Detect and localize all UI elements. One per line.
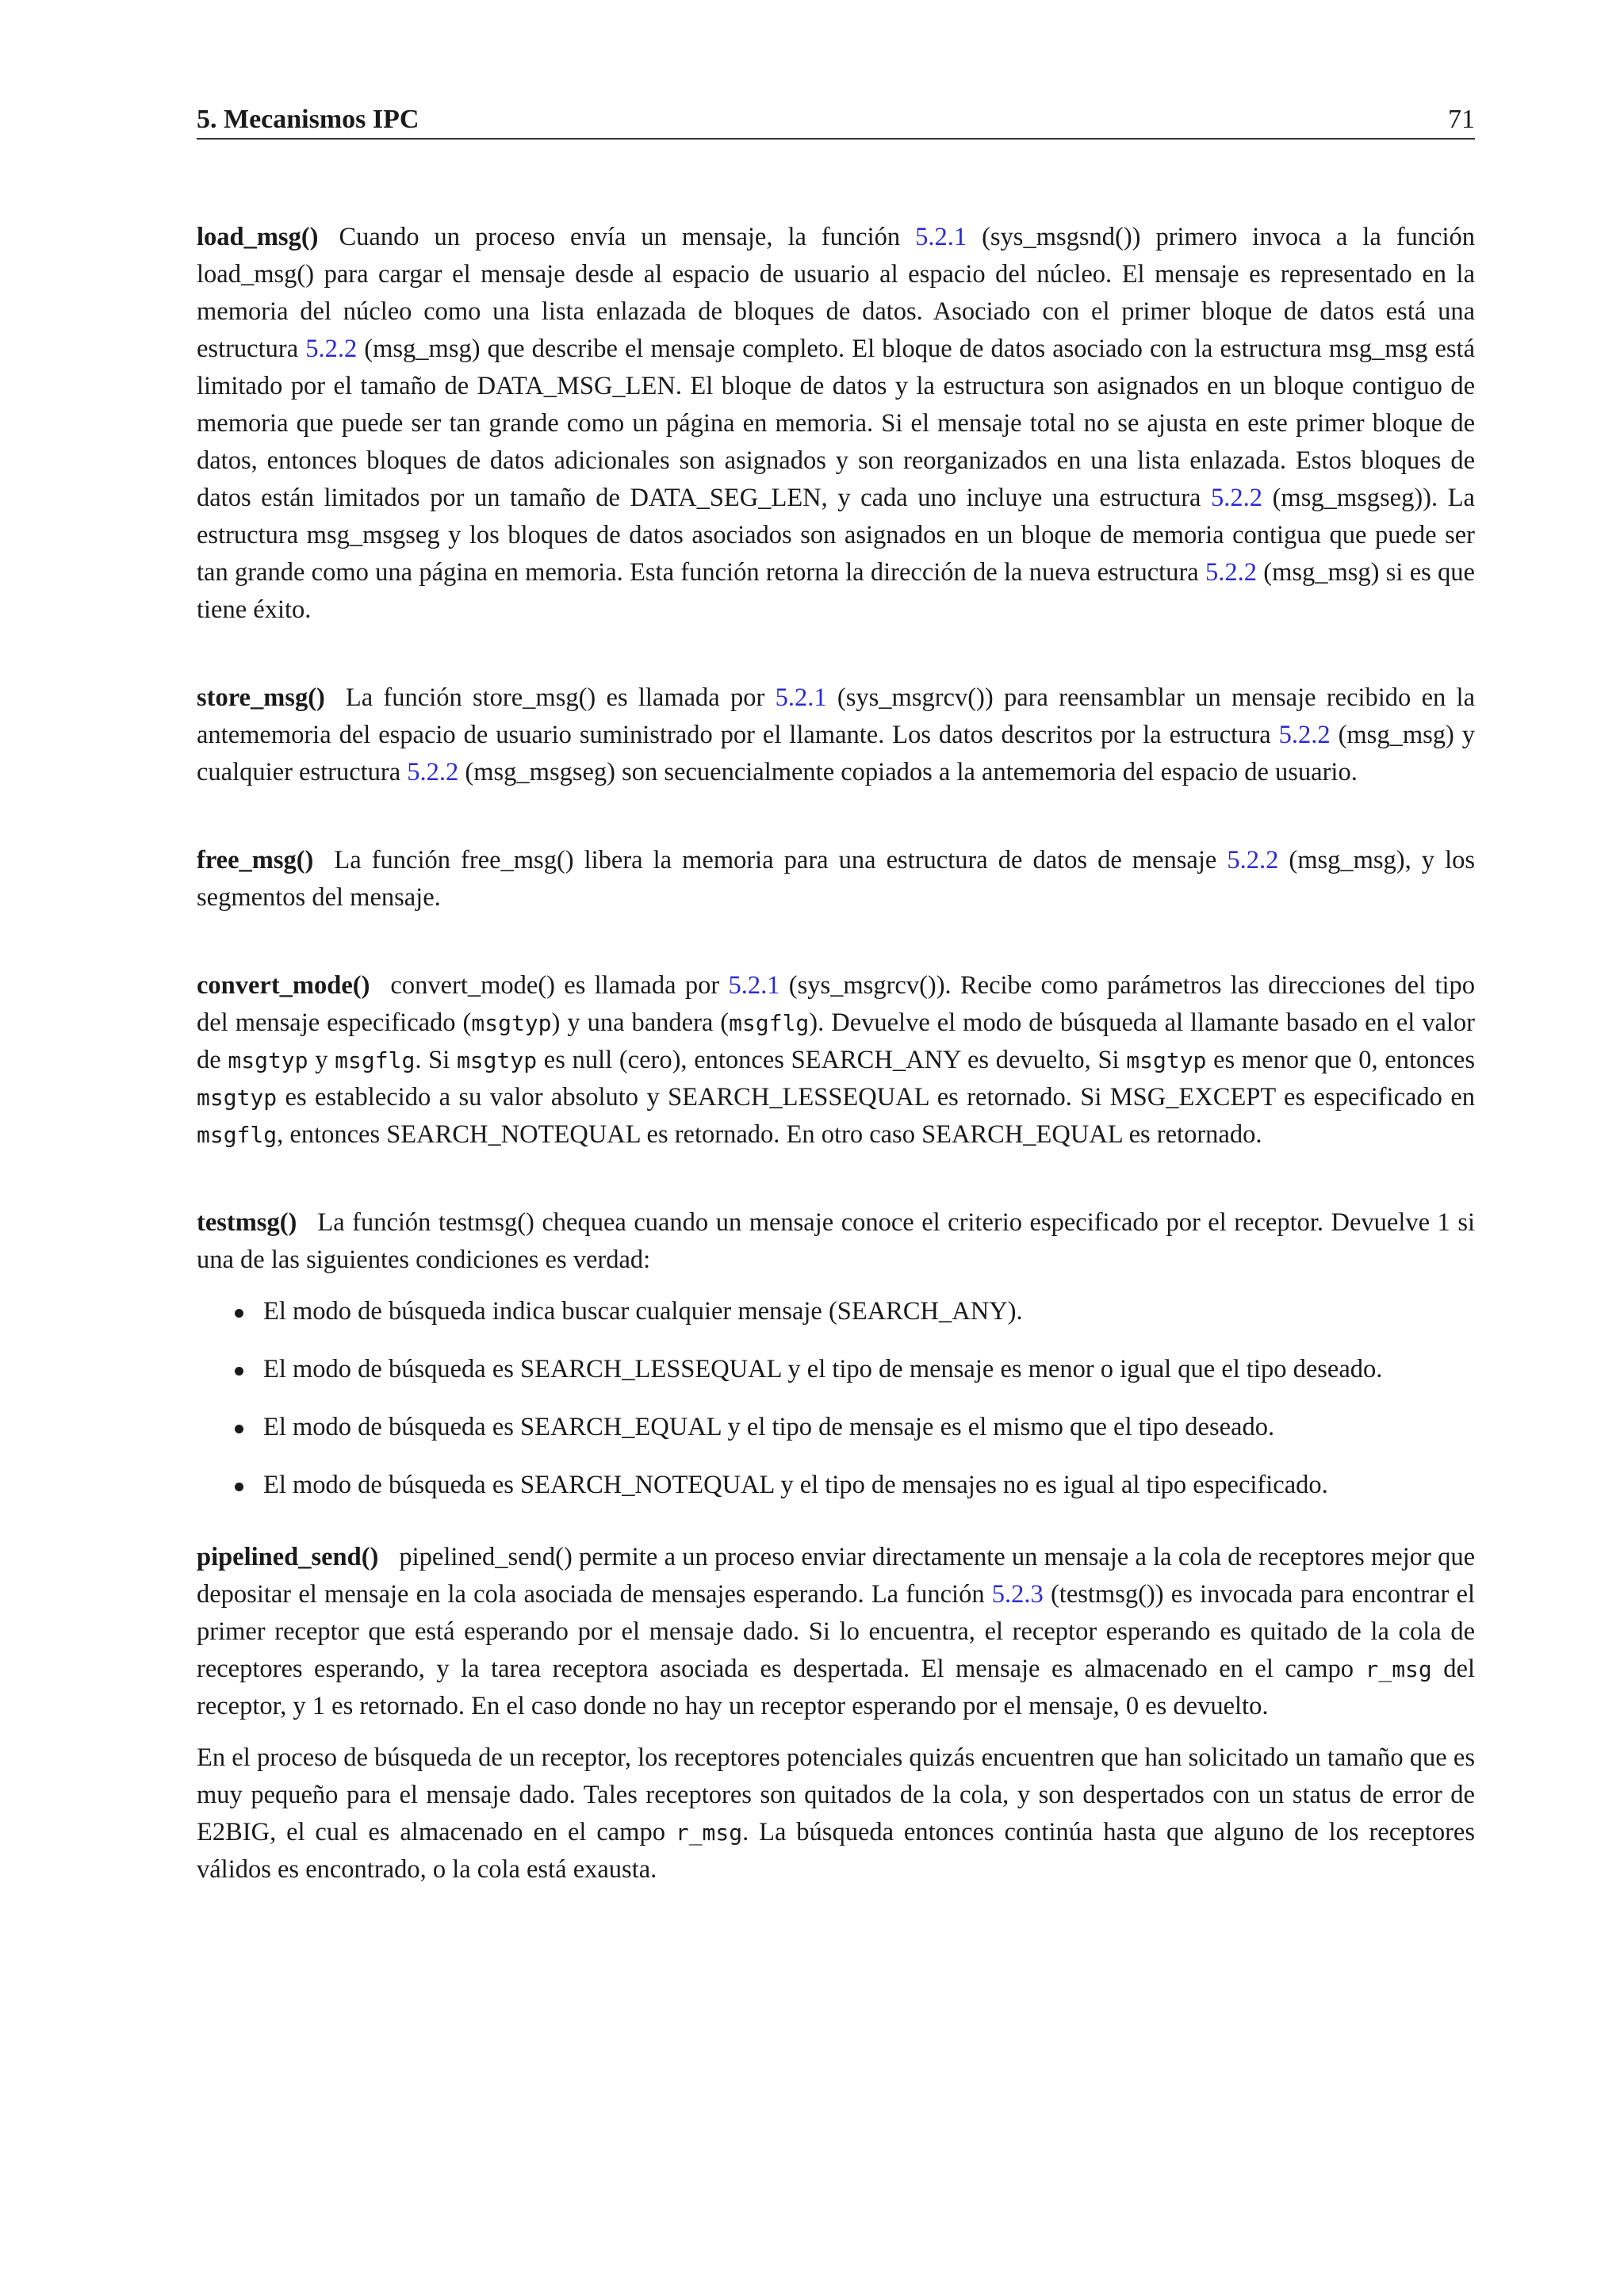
text-run: es null (cero), entonces SEARCH_ANY es devuelto, Si [537, 1046, 1127, 1074]
code-token: msgflg [729, 1010, 810, 1036]
list-item [235, 1467, 1475, 1504]
entry-convert-mode [197, 967, 1475, 1154]
text-run: (msg_msg) si es que tiene éxito. [197, 558, 1475, 624]
cross-reference-link[interactable]: 5.2.3 [991, 1580, 1044, 1609]
code-token: msgtyp [456, 1047, 538, 1073]
cross-reference-link[interactable]: 5.2.1 [915, 223, 967, 251]
text-run: Cuando un proceso envía un mensaje, la función [339, 223, 916, 251]
entry-pipelined-send [197, 1539, 1475, 1725]
term-heading: store_msg() [197, 683, 325, 712]
list-item [235, 1409, 1475, 1446]
text-run: La función store_msg() es llamada por [345, 683, 776, 712]
cross-reference-link[interactable]: 5.2.2 [1211, 484, 1263, 512]
list-item [235, 1293, 1475, 1330]
text-run: es establecido a su valor absoluto y SEARCH_LESSEQUAL es retornado. Si MSG_EXCEPT es especificado en [277, 1083, 1475, 1112]
cross-reference-link[interactable]: 5.2.2 [1278, 721, 1331, 749]
bullet-icon [235, 1367, 243, 1376]
code-token: msgtyp [197, 1085, 278, 1111]
text-run: ) y una bandera ( [551, 1008, 730, 1037]
entry-load-msg [197, 219, 1475, 629]
term-heading: pipelined_send() [197, 1543, 379, 1571]
page-number: 71 [1448, 105, 1475, 134]
text-run: (msg_msgseg)). La estructura msg_msgseg y los bloques de datos asociados son asignados en un bloque de memoria contigua que puede ser tan grande como una página en memoria. Esta función retorna la dirección de la nueva estructura [197, 484, 1475, 587]
text-run: del receptor, y 1 es retornado. En el caso donde no hay un receptor esperando por el mensaje, 0 es devuelto. [197, 1655, 1475, 1720]
cross-reference-link[interactable]: 5.2.1 [775, 683, 827, 712]
bullet-icon [235, 1309, 243, 1318]
text-run: (msg_msg) y cualquier estructura [197, 721, 1476, 786]
running-header [197, 103, 1475, 140]
text-run: ). Devuelve el modo de búsqueda al llamante basado en el valor de [197, 1008, 1475, 1074]
term-heading: free_msg() [197, 846, 314, 874]
code-token: msgtyp [1126, 1047, 1207, 1073]
text-run: En el proceso de búsqueda de un receptor, los receptores potenciales quizás encuentren que han solicitado un tamaño que es muy pequeño para el mensaje dado. Tales receptores son quitados de la cola, y son despertados con un status de error de E2BIG, el cual es almacenado en el campo [197, 1743, 1475, 1846]
condition-list [197, 1293, 1475, 1504]
cross-reference-link[interactable]: 5.2.2 [305, 335, 358, 363]
text-run: y [308, 1046, 335, 1074]
bullet-icon [235, 1425, 243, 1433]
text-run: (msg_msg) que describe el mensaje completo. El bloque de datos asociado con la estructura msg_msg está limitado por el tamaño de DATA_MSG_LEN. El bloque de datos y la estructura son asignados en un bloque contiguo de memoria que puede ser tan grande como un página en memoria. Si el mensaje total no se ajusta en este primer bloque de datos, entonces bloques de datos adicionales son asignados y son reorganizados en una lista enlazada. Estos bloques de datos están limitados por un tamaño de DATA_SEG_LEN, y cada uno incluye una estructura [197, 335, 1475, 512]
term-heading: convert_mode() [197, 971, 370, 1000]
cross-reference-link[interactable]: 5.2.1 [728, 971, 780, 1000]
text-run: (msg_msg), y los segmentos del mensaje. [197, 846, 1476, 912]
code-token: r_msg [675, 1820, 743, 1846]
text-run: . La búsqueda entonces continúa hasta que alguno de los receptores válidos es encontrado, o la cola está exausta. [197, 1818, 1475, 1884]
entry-store-msg [197, 679, 1475, 791]
code-token: msgflg [197, 1122, 278, 1148]
text-run: convert_mode() es llamada por [390, 971, 729, 1000]
text-run: es menor que 0, entonces [1206, 1046, 1475, 1074]
cross-reference-link[interactable]: 5.2.2 [1205, 558, 1257, 587]
text-run: La función testmsg() chequea cuando un mensaje conoce el criterio especificado por el receptor. Devuelve 1 si una de las siguientes condiciones es verdad: [197, 1208, 1475, 1274]
term-heading: load_msg() [197, 223, 319, 251]
code-token: msgtyp [471, 1010, 552, 1036]
page-body [197, 219, 1475, 1888]
text-run: (sys_msgrcv()) para reensamblar un mensaje recibido en la antememoria del espacio de usuario suministrado por el llamante. Los datos descritos por la estructura [197, 683, 1475, 749]
text-run: . Si [415, 1046, 457, 1074]
entry-testmsg [197, 1204, 1475, 1279]
chapter-title: 5. Mecanismos IPC [197, 105, 419, 134]
code-token: msgtyp [228, 1047, 308, 1073]
text-run: (testmsg()) es invocada para encontrar el primer receptor que está esperando por el mensaje dado. Si lo encuentra, el receptor esperando es quitado de la cola de receptores esperando, y la tarea receptora asociada es despertada. El mensaje es almacenado en el campo [197, 1580, 1476, 1683]
list-item-text: El modo de búsqueda es SEARCH_NOTEQUAL y el tipo de mensajes no es igual al tipo especificado. [263, 1471, 1328, 1499]
term-heading: testmsg() [197, 1208, 297, 1237]
list-item-text: El modo de búsqueda es SEARCH_LESSEQUAL y el tipo de mensaje es menor o igual que el tipo deseado. [263, 1355, 1383, 1383]
entry-free-msg [197, 842, 1475, 916]
text-run: , entonces SEARCH_NOTEQUAL es retornado. En otro caso SEARCH_EQUAL es retornado. [277, 1120, 1262, 1149]
list-item [235, 1351, 1475, 1388]
list-item-text: El modo de búsqueda indica buscar cualquier mensaje (SEARCH_ANY). [263, 1297, 1023, 1326]
cross-reference-link[interactable]: 5.2.2 [1227, 846, 1279, 874]
text-run: pipelined_send() permite a un proceso enviar directamente un mensaje a la cola de receptores mejor que depositar el mensaje en la cola asociada de mensajes esperando. La función [197, 1543, 1475, 1609]
text-run: (sys_msgsnd()) primero invoca a la función load_msg() para cargar el mensaje desde al espacio de usuario al espacio del núcleo. El mensaje es representado en la memoria del núcleo como una lista enlazada de bloques de datos. Asociado con el primer bloque de datos está una estructura [197, 223, 1475, 363]
code-token: r_msg [1365, 1656, 1432, 1682]
code-token: msgflg [335, 1047, 416, 1073]
paragraph-receiver-search [197, 1739, 1475, 1888]
list-item-text: El modo de búsqueda es SEARCH_EQUAL y el tipo de mensaje es el mismo que el tipo deseado. [263, 1413, 1275, 1441]
bullet-icon [235, 1483, 243, 1491]
text-run: (sys_msgrcv()). Recibe como parámetros las direcciones del tipo del mensaje especificado ( [197, 971, 1476, 1037]
text-run: (msg_msgseg) son secuencialmente copiados a la antememoria del espacio de usuario. [458, 758, 1358, 786]
cross-reference-link[interactable]: 5.2.2 [407, 758, 459, 786]
text-run: La función free_msg() libera la memoria para una estructura de datos de mensaje [334, 846, 1228, 874]
